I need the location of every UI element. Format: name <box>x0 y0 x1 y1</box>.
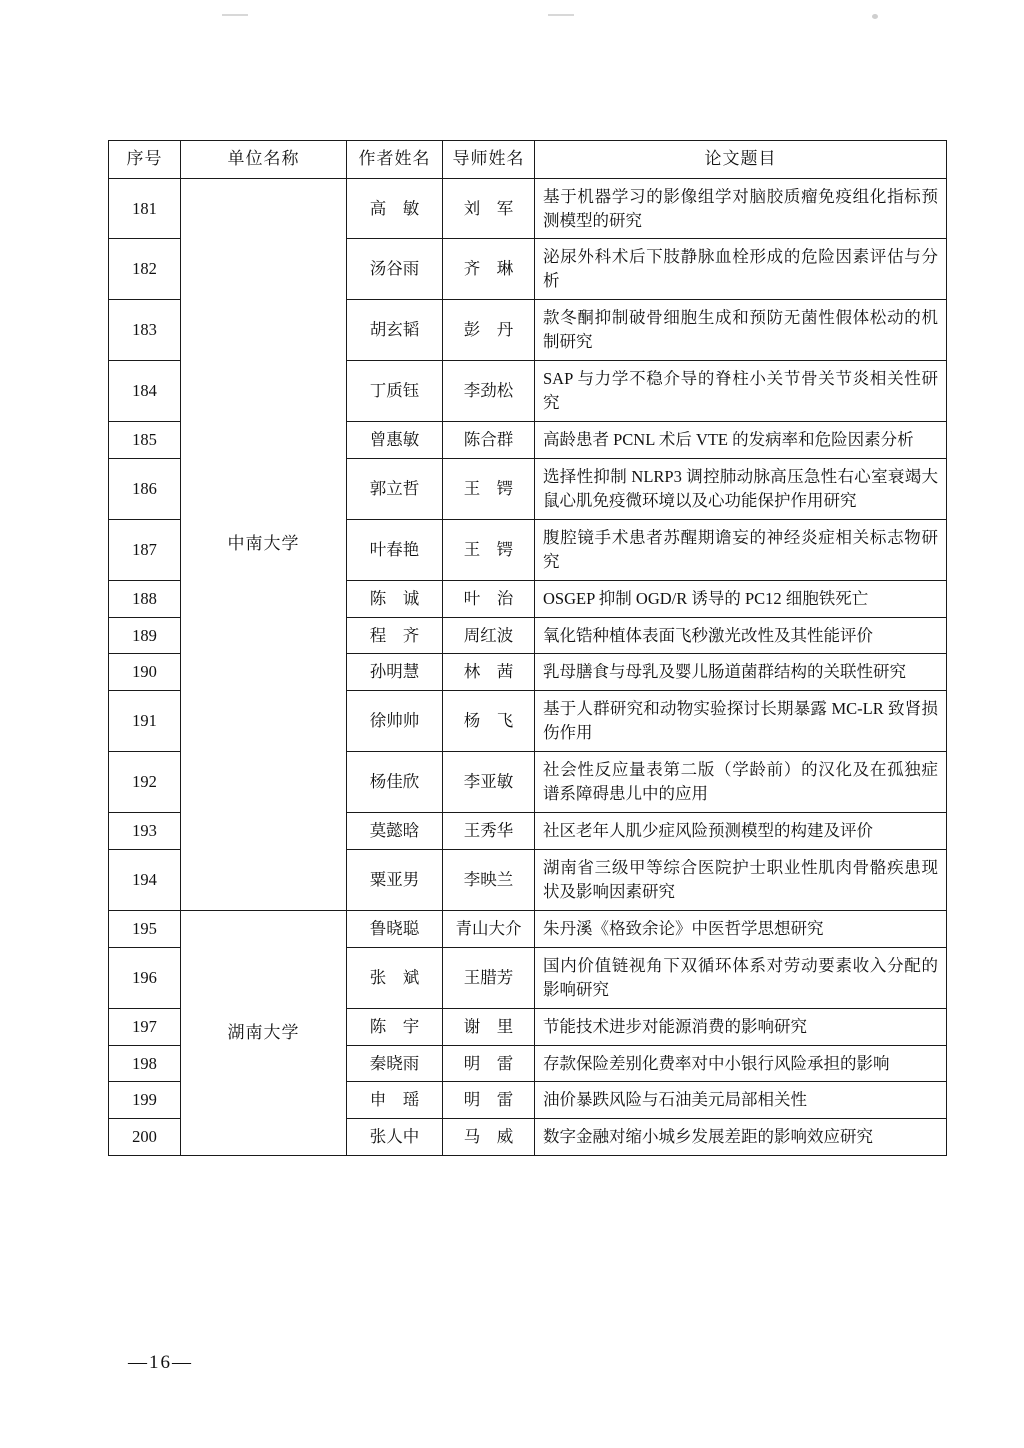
cell-advisor: 王 锷 <box>443 458 535 519</box>
cell-author: 粟亚男 <box>347 850 443 911</box>
cell-author: 徐帅帅 <box>347 691 443 752</box>
cell-advisor: 明 雷 <box>443 1045 535 1082</box>
crop-mark-icon <box>872 14 878 19</box>
cell-author: 杨佳欣 <box>347 752 443 813</box>
cell-title: 选择性抑制 NLRP3 调控肺动脉高压急性右心室衰竭大鼠心肌免疫微环境以及心功能保护作用研究 <box>535 458 947 519</box>
cell-seq: 200 <box>109 1119 181 1156</box>
cell-author: 张 斌 <box>347 947 443 1008</box>
cell-org-group: 中南大学 <box>181 178 347 910</box>
cell-author: 丁质钰 <box>347 361 443 422</box>
cell-title: 节能技术进步对能源消费的影响研究 <box>535 1008 947 1045</box>
cell-org-group: 湖南大学 <box>181 910 347 1155</box>
cell-advisor: 林 茜 <box>443 654 535 691</box>
paper-list-table <box>108 140 947 1156</box>
crop-mark-icon <box>222 14 248 16</box>
cell-title: 湖南省三级甲等综合医院护士职业性肌肉骨骼疾患现状及影响因素研究 <box>535 850 947 911</box>
cell-author: 叶春艳 <box>347 519 443 580</box>
cell-advisor: 杨 飞 <box>443 691 535 752</box>
cell-advisor: 王秀华 <box>443 813 535 850</box>
cell-seq: 186 <box>109 458 181 519</box>
cell-advisor: 王 锷 <box>443 519 535 580</box>
cell-title: 泌尿外科术后下肢静脉血栓形成的危险因素评估与分析 <box>535 239 947 300</box>
cell-title: 高龄患者 PCNL 术后 VTE 的发病率和危险因素分析 <box>535 422 947 459</box>
cell-seq: 185 <box>109 422 181 459</box>
cell-advisor: 谢 里 <box>443 1008 535 1045</box>
cell-author: 陈 宇 <box>347 1008 443 1045</box>
cell-seq: 187 <box>109 519 181 580</box>
cell-title: 油价暴跌风险与石油美元局部相关性 <box>535 1082 947 1119</box>
cell-title: 存款保险差别化费率对中小银行风险承担的影响 <box>535 1045 947 1082</box>
cell-author: 程 齐 <box>347 617 443 654</box>
cell-author: 孙明慧 <box>347 654 443 691</box>
cell-advisor: 王腊芳 <box>443 947 535 1008</box>
cell-seq: 182 <box>109 239 181 300</box>
cell-title: 朱丹溪《格致余论》中医哲学思想研究 <box>535 910 947 947</box>
cell-author: 胡玄韬 <box>347 300 443 361</box>
table-row <box>109 178 947 239</box>
cell-seq: 199 <box>109 1082 181 1119</box>
cell-author: 汤谷雨 <box>347 239 443 300</box>
cell-advisor: 青山大介 <box>443 910 535 947</box>
cell-title: 氧化锆种植体表面飞秒激光改性及其性能评价 <box>535 617 947 654</box>
cell-title: 款冬酮抑制破骨细胞生成和预防无菌性假体松动的机制研究 <box>535 300 947 361</box>
cell-title: SAP 与力学不稳介导的脊柱小关节骨关节炎相关性研究 <box>535 361 947 422</box>
cell-advisor: 李映兰 <box>443 850 535 911</box>
cell-title: OSGEP 抑制 OGD/R 诱导的 PC12 细胞铁死亡 <box>535 580 947 617</box>
cell-seq: 184 <box>109 361 181 422</box>
cell-title: 社区老年人肌少症风险预测模型的构建及评价 <box>535 813 947 850</box>
cell-advisor: 李劲松 <box>443 361 535 422</box>
column-header-org: 单位名称 <box>181 141 347 179</box>
cell-advisor: 明 雷 <box>443 1082 535 1119</box>
column-header-title: 论文题目 <box>535 141 947 179</box>
column-header-author: 作者姓名 <box>347 141 443 179</box>
cell-author: 郭立哲 <box>347 458 443 519</box>
cell-seq: 196 <box>109 947 181 1008</box>
cell-advisor: 齐 琳 <box>443 239 535 300</box>
cell-advisor: 叶 治 <box>443 580 535 617</box>
paper-list-table-container <box>108 140 946 1156</box>
cell-title: 数字金融对缩小城乡发展差距的影响效应研究 <box>535 1119 947 1156</box>
cell-title: 基于人群研究和动物实验探讨长期暴露 MC-LR 致肾损伤作用 <box>535 691 947 752</box>
cell-seq: 192 <box>109 752 181 813</box>
cell-seq: 197 <box>109 1008 181 1045</box>
cell-title: 腹腔镜手术患者苏醒期谵妄的神经炎症相关标志物研究 <box>535 519 947 580</box>
column-header-advisor: 导师姓名 <box>443 141 535 179</box>
cell-title: 乳母膳食与母乳及婴儿肠道菌群结构的关联性研究 <box>535 654 947 691</box>
cell-author: 鲁晓聪 <box>347 910 443 947</box>
cell-advisor: 周红波 <box>443 617 535 654</box>
cell-title: 社会性反应量表第二版（学龄前）的汉化及在孤独症谱系障碍患儿中的应用 <box>535 752 947 813</box>
cell-title: 基于机器学习的影像组学对脑胶质瘤免疫组化指标预测模型的研究 <box>535 178 947 239</box>
crop-mark-icon <box>548 14 574 16</box>
cell-seq: 194 <box>109 850 181 911</box>
cell-author: 秦晓雨 <box>347 1045 443 1082</box>
cell-advisor: 李亚敏 <box>443 752 535 813</box>
cell-author: 张人中 <box>347 1119 443 1156</box>
cell-author: 陈 诚 <box>347 580 443 617</box>
cell-seq: 195 <box>109 910 181 947</box>
cell-advisor: 马 威 <box>443 1119 535 1156</box>
cell-advisor: 刘 军 <box>443 178 535 239</box>
cell-seq: 198 <box>109 1045 181 1082</box>
cell-author: 申 瑶 <box>347 1082 443 1119</box>
cell-author: 莫懿晗 <box>347 813 443 850</box>
cell-seq: 190 <box>109 654 181 691</box>
cell-seq: 193 <box>109 813 181 850</box>
cell-title: 国内价值链视角下双循环体系对劳动要素收入分配的影响研究 <box>535 947 947 1008</box>
cell-author: 曾惠敏 <box>347 422 443 459</box>
cell-seq: 191 <box>109 691 181 752</box>
table-row <box>109 910 947 947</box>
page-number: —16— <box>128 1352 193 1373</box>
cell-seq: 183 <box>109 300 181 361</box>
table-header-row <box>109 141 947 179</box>
cell-author: 高 敏 <box>347 178 443 239</box>
cell-advisor: 陈合群 <box>443 422 535 459</box>
cell-seq: 181 <box>109 178 181 239</box>
cell-seq: 188 <box>109 580 181 617</box>
cell-seq: 189 <box>109 617 181 654</box>
cell-advisor: 彭 丹 <box>443 300 535 361</box>
column-header-seq: 序号 <box>109 141 181 179</box>
